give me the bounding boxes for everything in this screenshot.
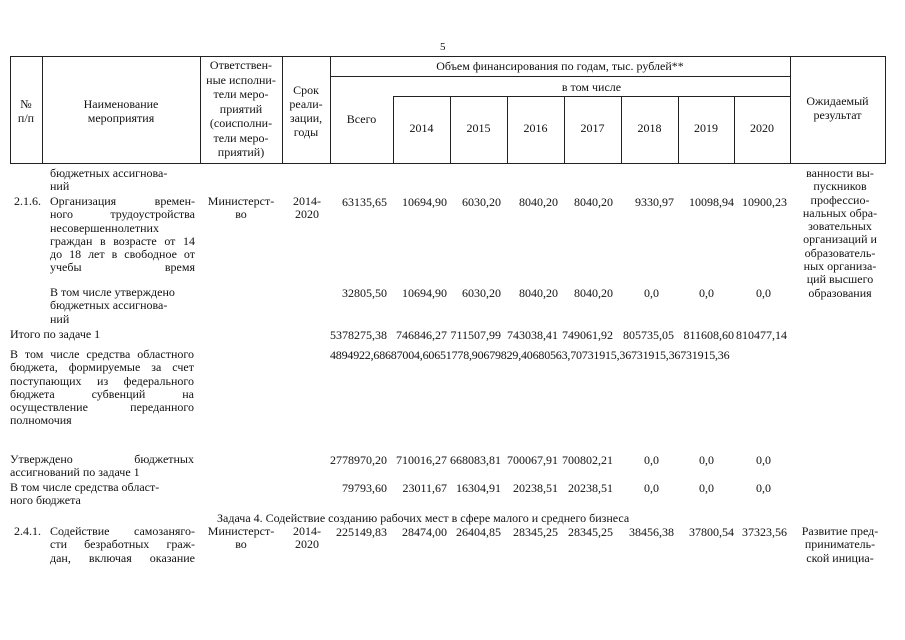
oblast-label: В том числе средства област- ного бюджета	[10, 480, 160, 508]
cell-value: 9330,97	[635, 195, 674, 209]
cell-value: 225149,83	[336, 525, 387, 539]
cell-value: 10900,23	[742, 195, 787, 209]
header-year: 2016	[523, 121, 548, 135]
cell-value: 710016,27	[396, 453, 447, 467]
cell-value: 32805,50	[342, 286, 387, 300]
row-result: ванности вы- пускников профессио- нальных обра- зовательных организаций и образователь- ных организа- ций высшего образования	[802, 166, 878, 300]
cell-value: 10694,90	[402, 195, 447, 209]
cell-value: 23011,67	[402, 481, 447, 495]
cell-value: 805735,05	[623, 328, 674, 342]
row-number: 2.4.1.	[14, 524, 41, 538]
cell-value: 10098,94	[689, 195, 734, 209]
cell-value: 749061,92	[562, 328, 613, 342]
header-year: 2014	[409, 121, 434, 135]
cell-value: 746846,27	[396, 328, 447, 342]
cell-value: 5378275,38	[330, 328, 387, 342]
cell-value: 743038,41	[507, 328, 558, 342]
header-including: в том числе	[561, 80, 622, 94]
header-term: Срок реали- зации, годы	[289, 83, 323, 139]
regional-values: 4894922,68687004,60651778,90679829,40680563,70731915,36731915,36731915,36	[330, 348, 730, 362]
cell-value: 0,0	[699, 481, 714, 495]
header-num: № п/п	[17, 97, 35, 125]
cell-value: 8040,20	[574, 286, 613, 300]
cell-value: 20238,51	[568, 481, 613, 495]
header-year: 2017	[580, 121, 605, 135]
cell-value: 0,0	[756, 453, 771, 467]
total-label: Итого по задаче 1	[10, 327, 101, 341]
row-name: Содействие самозаняго- сти безработных граж- дан, включая оказание	[50, 524, 195, 565]
cell-value: 6030,20	[462, 286, 501, 300]
cell-value: 700802,21	[562, 453, 613, 467]
cell-value: 63135,65	[342, 195, 387, 209]
cell-value: 0,0	[644, 453, 659, 467]
row-responsible: Министерст- во	[207, 194, 275, 222]
row-term: 2014- 2020	[293, 524, 321, 552]
cell-value: 37323,56	[742, 525, 787, 539]
header-year: 2020	[750, 121, 774, 135]
regional-label: В том числе средства областного бюджета, формируемые за счет поступающих из федерального бюджета субвенций на осуществление переданного полномочия	[10, 347, 194, 428]
row-name: Организация времен- ного трудоустройства несовершеннолетних граждан в возрасте от 14 до 18 лет в свободное от учебы время	[50, 194, 195, 275]
page-number: 5	[440, 41, 446, 53]
cell-value: 10694,90	[402, 286, 447, 300]
cell-value: 16304,91	[456, 481, 501, 495]
header-responsible: Ответствен- ные исполни- тели меро- приятий (соисполни- тели меро- приятий)	[206, 58, 276, 159]
row-number: 2.1.6.	[14, 194, 41, 208]
cell-value: 20238,51	[513, 481, 558, 495]
row-responsible: Министерст- во	[207, 524, 275, 552]
cell-value: 0,0	[756, 286, 771, 300]
cell-value: 38456,38	[629, 525, 674, 539]
cell-value: 28345,25	[513, 525, 558, 539]
continuation-text: бюджетных ассигнова- ний	[50, 166, 168, 194]
cell-value: 0,0	[644, 286, 659, 300]
task-heading: Задача 4. Содействие созданию рабочих мест в сфере малого и среднего бизнеса	[217, 511, 630, 525]
cell-value: 700067,91	[507, 453, 558, 467]
cell-value: 0,0	[644, 481, 659, 495]
cell-value: 811608,60	[683, 328, 734, 342]
cell-value: 79793,60	[342, 481, 387, 495]
row-result: Развитие пред- приниматель- ской инициа-	[801, 524, 879, 565]
cell-value: 8040,20	[574, 195, 613, 209]
row-term: 2014- 2020	[293, 194, 321, 222]
cell-value: 26404,85	[456, 525, 501, 539]
cell-value: 711507,99	[450, 328, 501, 342]
cell-value: 8040,20	[519, 195, 558, 209]
cell-value: 2778970,20	[330, 453, 387, 467]
header-year: 2015	[466, 121, 491, 135]
cell-value: 28474,00	[402, 525, 447, 539]
approved-label: Утверждено бюджетных ассигнований по задаче 1	[10, 452, 194, 480]
cell-value: 6030,20	[462, 195, 501, 209]
cell-value: 0,0	[756, 481, 771, 495]
header-year: 2019	[694, 121, 718, 135]
cell-value: 0,0	[699, 286, 714, 300]
cell-value: 8040,20	[519, 286, 558, 300]
cell-value: 810477,14	[736, 328, 787, 342]
header-total: Всего	[346, 112, 377, 126]
cell-value: 28345,25	[568, 525, 613, 539]
header-year: 2018	[637, 121, 662, 135]
header-name: Наименование мероприятия	[83, 97, 159, 125]
header-result: Ожидаемый результат	[806, 94, 869, 122]
cell-value: 37800,54	[689, 525, 734, 539]
cell-value: 668083,81	[450, 453, 501, 467]
row-sub-name: В том числе утверждено бюджетных ассигнова- ний	[50, 285, 175, 326]
header-funding: Объем финансирования по годам, тыс. рублей**	[436, 59, 684, 73]
cell-value: 0,0	[699, 453, 714, 467]
